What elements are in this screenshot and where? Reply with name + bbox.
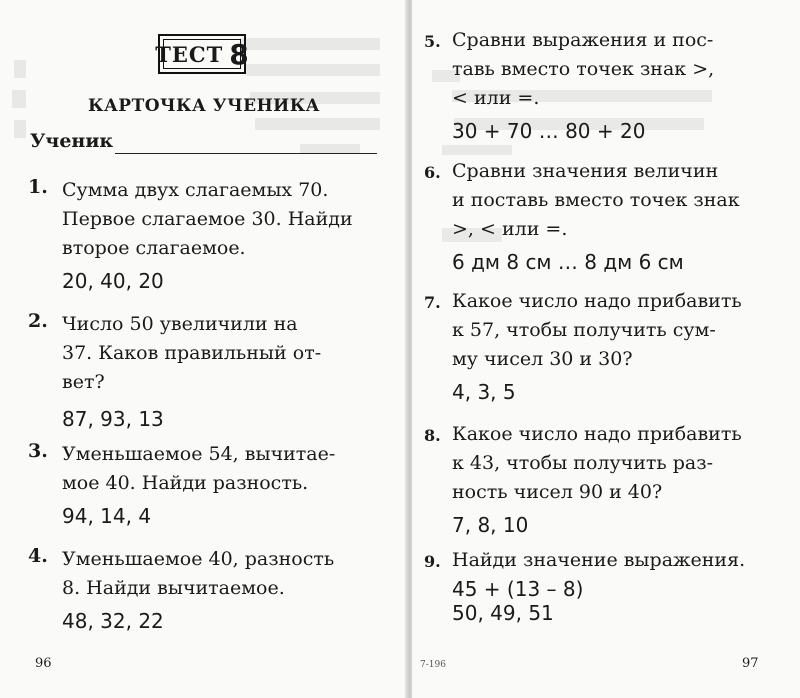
question-line: ность чисел 90 и 40?: [452, 481, 663, 503]
question-line: Уменьшаемое 40, разность: [62, 548, 335, 570]
question-line: Сравни значения величин: [452, 160, 719, 182]
card-title: КАРТОЧКА УЧЕНИКА: [87, 96, 320, 116]
page-number: 97: [742, 656, 759, 671]
question-9: [424, 546, 776, 625]
question-line: второе слагаемое.: [62, 237, 246, 259]
answer-expression: 30 + 70 … 80 + 20: [452, 119, 646, 143]
question-line: Какое число надо прибавить: [452, 423, 742, 445]
question-number: 2.: [28, 310, 48, 332]
question-line: Число 50 увеличили на: [62, 313, 298, 335]
answer-options: 48, 32, 22: [62, 609, 164, 633]
question-2: [28, 310, 378, 431]
answer-options: 50, 49, 51: [452, 601, 554, 625]
question-number: 4.: [28, 545, 48, 567]
question-line: >, < или =.: [452, 218, 568, 240]
student-name-line: [115, 153, 377, 154]
question-line: Уменьшаемое 54, вычитае-: [62, 443, 336, 465]
test-heading-box: [155, 34, 249, 74]
question-number: 7.: [424, 293, 441, 312]
question-line: му чисел 30 и 30?: [452, 348, 633, 370]
question-3: [28, 440, 378, 528]
question-4: [28, 545, 378, 633]
answer-options: 7, 8, 10: [452, 513, 529, 537]
signature-mark: 7-196: [420, 660, 446, 670]
student-label: Ученик: [30, 130, 114, 152]
question-line: к 43, чтобы получить раз-: [452, 452, 714, 474]
question-line: 37. Каков правильный от-: [62, 342, 322, 364]
question-line: Сравни выражения и пос-: [452, 29, 714, 51]
question-line: мое 40. Найди разность.: [62, 472, 309, 494]
question-number: 9.: [424, 552, 441, 571]
answer-options: 94, 14, 4: [62, 504, 152, 528]
question-number: 3.: [28, 440, 48, 462]
question-line: < или =.: [452, 87, 540, 109]
answer-options: 20, 40, 20: [62, 269, 164, 293]
answer-options: 4, 3, 5: [452, 380, 516, 404]
answer-options: 87, 93, 13: [62, 407, 164, 431]
question-line: к 57, чтобы получить сум-: [452, 319, 716, 341]
answer-expression: 6 дм 8 см … 8 дм 6 см: [452, 250, 684, 274]
answer-expression: 45 + (13 – 8): [452, 577, 584, 601]
question-number: 5.: [424, 32, 441, 51]
question-6: [424, 157, 776, 274]
question-number: 8.: [424, 426, 441, 445]
right-page: [412, 0, 800, 698]
question-line: тавь вместо точек знак >,: [452, 58, 715, 80]
question-number: 6.: [424, 163, 441, 182]
question-line: и поставь вместо точек знак: [452, 189, 740, 211]
question-line: 8. Найди вычитаемое.: [62, 577, 285, 599]
question-line: Какое число надо прибавить: [452, 290, 742, 312]
question-5: [424, 26, 776, 143]
question-line: Первое слагаемое 30. Найди: [62, 208, 353, 230]
question-8: [424, 420, 776, 537]
question-7: [424, 287, 776, 404]
question-number: 1.: [28, 176, 48, 198]
question-line: Сумма двух слагаемых 70.: [62, 179, 329, 201]
question-1: [28, 176, 378, 293]
question-line: вет?: [62, 371, 105, 393]
page-number: 96: [35, 656, 52, 671]
test-number: 8: [229, 37, 249, 71]
question-line: Найди значение выражения.: [452, 549, 746, 571]
test-label: ТЕСТ: [155, 41, 224, 67]
